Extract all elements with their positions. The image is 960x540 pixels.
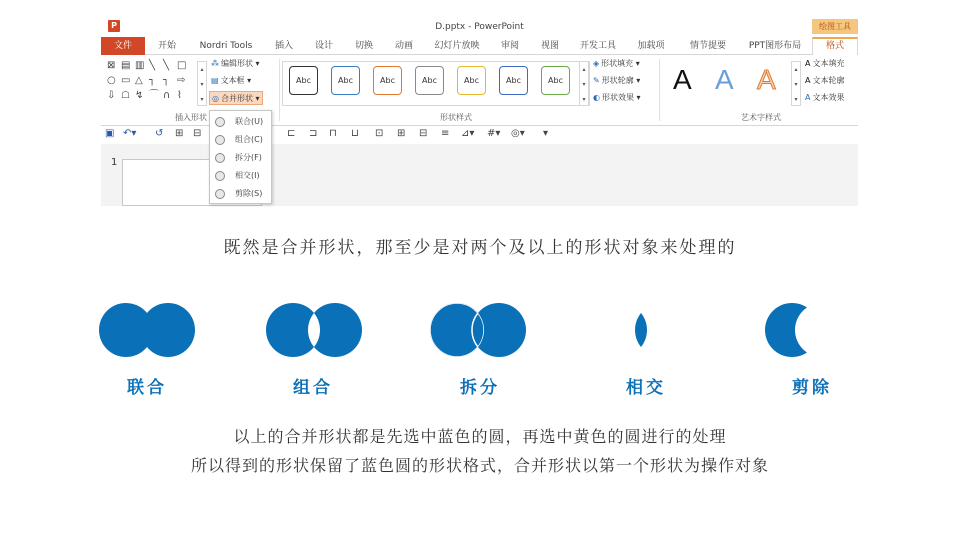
paint-bucket-icon: ◈	[593, 59, 600, 68]
shape-style-swatch[interactable]: Abc	[331, 66, 360, 95]
label-intersect: 相交	[626, 378, 666, 398]
shape-style-swatch[interactable]: Abc	[457, 66, 486, 95]
powerpoint-window	[101, 17, 858, 206]
wordart-styles-scroll[interactable]: ▴ ▾ ▾	[791, 61, 801, 106]
merge-shapes-menu	[209, 110, 272, 204]
effects-icon: ◐	[593, 93, 600, 102]
text-fill-button[interactable]: A 文本填充	[805, 59, 845, 68]
edit-shape-button[interactable]: ⁂ 编辑形状 ▾	[211, 59, 260, 68]
shape-icon[interactable]: △	[135, 75, 143, 86]
group-divider	[659, 59, 660, 121]
align-icon[interactable]: ⊡	[375, 128, 384, 139]
shape-icon[interactable]: ▤	[121, 60, 131, 71]
text-outline-icon: A	[805, 76, 811, 85]
shape-outline-button[interactable]: ✎ 形状轮廓 ▾	[593, 76, 641, 85]
merge-shapes-button[interactable]: ◎ 合并形状 ▾	[209, 91, 263, 105]
text-fill-icon: A	[805, 59, 811, 68]
distribute-icon[interactable]: ⊟	[419, 128, 428, 139]
subtract-result-shape	[765, 303, 819, 357]
tab-design[interactable]: 设计	[314, 41, 333, 51]
label-combine: 组合	[293, 378, 333, 398]
menu-item-combine[interactable]: 组合(C)	[210, 131, 271, 149]
menu-item-intersect[interactable]: 相交(I)	[210, 167, 271, 185]
shape-style-swatch[interactable]: Abc	[415, 66, 444, 95]
save-icon[interactable]: ▣	[105, 128, 115, 139]
pencil-icon: ✎	[593, 76, 600, 85]
tab-transitions[interactable]: 切换	[354, 41, 373, 51]
wordart-styles-group-label: 艺术字样式	[741, 113, 781, 122]
tab-format[interactable]: 格式	[812, 37, 858, 56]
label-fragment: 拆分	[460, 378, 500, 398]
tab-insert[interactable]: 插入	[274, 41, 293, 51]
title-bar	[101, 17, 858, 37]
union-result-shape	[99, 303, 195, 357]
combine-result-shape	[266, 303, 362, 357]
merge-shapes-icon: ◎	[212, 94, 219, 103]
shape-style-swatch[interactable]: Abc	[289, 66, 318, 95]
ribbon-tabs	[101, 37, 858, 55]
shape-icon[interactable]: ╲	[149, 60, 156, 71]
shape-format-icon[interactable]: ◎▾	[511, 128, 525, 139]
shape-icon[interactable]: ⇨	[177, 75, 186, 86]
slide-number: 1	[111, 157, 118, 168]
align-icon[interactable]: ⊏	[287, 128, 296, 139]
text-box-icon: ▤	[211, 76, 219, 85]
explanation-line-2: 所以得到的形状保留了蓝色圆的形状格式，合并形状以第一个形状为操作对象	[190, 456, 769, 475]
shape-icon[interactable]: ↯	[135, 90, 144, 101]
tab-animations[interactable]: 动画	[394, 41, 413, 51]
fragment-result-shape	[430, 303, 526, 357]
toolbar-icon[interactable]: ⊟	[193, 128, 202, 139]
edit-shape-icon: ⁂	[211, 59, 219, 68]
shape-icon[interactable]: ┐	[163, 75, 170, 86]
wordart-style-black[interactable]: A	[673, 64, 692, 95]
tab-file[interactable]: 文件	[101, 37, 145, 55]
shape-icon[interactable]: ☖	[121, 90, 130, 101]
tab-addins[interactable]: 加载项	[637, 41, 665, 51]
shape-icon[interactable]: ▭	[121, 75, 131, 86]
distribute-icon[interactable]: ⊞	[397, 128, 406, 139]
shape-icon[interactable]: ⌇	[177, 90, 182, 101]
tab-storyboarding[interactable]: 情节提要	[689, 41, 726, 51]
shape-icon[interactable]: ┐	[149, 75, 156, 86]
menu-item-union[interactable]: 联合(U)	[210, 113, 271, 131]
grid-icon[interactable]: #▾	[487, 128, 501, 139]
tab-review[interactable]: 审阅	[500, 41, 519, 51]
tab-slideshow[interactable]: 幻灯片放映	[434, 41, 480, 51]
headline-text: 既然是合并形状，那至少是对两个及以上的形状对象来处理的	[223, 238, 737, 258]
combine-icon	[215, 135, 225, 145]
shape-styles-scroll[interactable]: ▴ ▾ ▾	[579, 61, 589, 106]
text-outline-button[interactable]: A 文本轮廓	[805, 76, 845, 85]
shape-icon[interactable]: ╲	[163, 60, 170, 71]
tab-developer[interactable]: 开发工具	[579, 41, 616, 51]
label-subtract: 剪除	[792, 378, 832, 398]
powerpoint-app-icon: P	[108, 20, 120, 32]
subtract-icon	[215, 189, 225, 199]
text-effects-button[interactable]: A 文本效果	[805, 93, 845, 102]
tab-home[interactable]: 开始	[157, 41, 176, 51]
drawing-tools-context-header: 绘图工具	[812, 19, 858, 34]
menu-item-fragment[interactable]: 拆分(F)	[210, 149, 271, 167]
shape-icon[interactable]: □	[177, 60, 187, 71]
undo-icon[interactable]: ↶▾	[123, 128, 137, 139]
customize-toolbar-icon[interactable]: ▾	[543, 128, 549, 139]
tab-ppt-layout[interactable]: PPT图形布局	[748, 41, 802, 51]
tab-view[interactable]: 视图	[540, 41, 559, 51]
shape-icon[interactable]: ○	[107, 75, 116, 86]
shape-icon[interactable]: ⌒	[149, 90, 159, 101]
shape-style-swatch[interactable]: Abc	[499, 66, 528, 95]
shape-icon[interactable]: ⇩	[107, 90, 116, 101]
wordart-style-blue[interactable]: A	[715, 64, 734, 95]
shape-style-swatch[interactable]: Abc	[541, 66, 570, 95]
redo-icon[interactable]: ↺	[155, 128, 164, 139]
shape-fill-button[interactable]: ◈ 形状填充 ▾	[593, 59, 640, 68]
tab-nordri-tools[interactable]: Nordri Tools	[199, 41, 253, 51]
insert-shapes-group-label: 插入形状	[175, 113, 207, 122]
menu-item-subtract[interactable]: 剪除(S)	[210, 185, 271, 203]
arrange-icon[interactable]: ⊿▾	[461, 128, 475, 139]
intersect-result-shape	[635, 303, 689, 357]
shape-style-swatch[interactable]: Abc	[373, 66, 402, 95]
text-effects-icon: A	[805, 93, 811, 102]
align-icon[interactable]: ⊓	[329, 128, 337, 139]
toolbar-icon[interactable]: ⊞	[175, 128, 184, 139]
shape-icon[interactable]: ∩	[163, 90, 171, 101]
window-title: D.pptx - PowerPoint	[435, 22, 524, 32]
align-icon[interactable]: ⊔	[351, 128, 359, 139]
wordart-style-orange[interactable]: A	[757, 64, 776, 95]
explanation-line-1: 以上的合并形状都是先选中蓝色的圆，再选中黄色的圆进行的处理	[233, 427, 727, 446]
shape-effects-button[interactable]: ◐ 形状效果 ▾	[593, 93, 641, 102]
group-divider	[279, 59, 280, 121]
shape-icon[interactable]: ⊠	[107, 60, 116, 71]
align-icon[interactable]: ⊐	[309, 128, 318, 139]
distribute-icon[interactable]: ≡	[441, 128, 450, 139]
shape-styles-group-label: 形状样式	[440, 113, 472, 122]
shapes-gallery-scroll[interactable]: ▴ ▾ ▾	[197, 61, 207, 106]
union-icon	[215, 117, 225, 127]
merge-shapes-illustration	[0, 290, 960, 370]
text-box-button[interactable]: ▤ 文本框 ▾	[211, 76, 252, 85]
intersect-icon	[215, 171, 225, 181]
fragment-icon	[215, 153, 225, 163]
label-union: 联合	[127, 378, 167, 398]
shape-icon[interactable]: ▥	[135, 60, 145, 71]
